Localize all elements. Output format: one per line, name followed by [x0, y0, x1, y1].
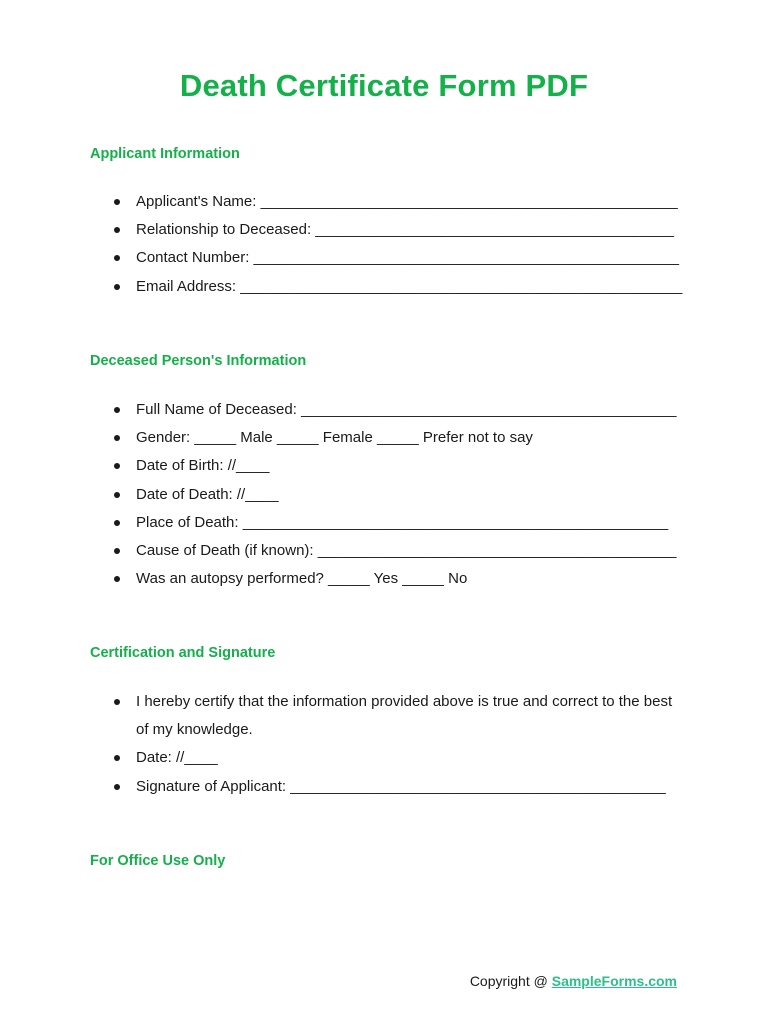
- footer-copyright: [470, 973, 677, 989]
- field-cause-of-death[interactable]: Cause of Death (if known): ___________________________________________: [112, 537, 682, 565]
- page-title: Death Certificate Form PDF: [179, 68, 589, 103]
- certification-statement: I hereby certify that the information provided above is true and correct to the best of my knowledge.: [112, 688, 682, 744]
- copyright-text: Copyright @: [469, 973, 552, 989]
- field-email-address[interactable]: Email Address: _____________________________________________________: [112, 273, 682, 301]
- field-place-of-death[interactable]: Place of Death: ___________________________________________________: [112, 509, 682, 537]
- section-heading-deceased: Deceased Person's Information: [90, 353, 307, 369]
- field-date-of-birth[interactable]: Date of Birth: //____: [112, 452, 682, 480]
- field-signature[interactable]: Signature of Applicant: _____________________________________________: [112, 773, 682, 801]
- field-contact-number[interactable]: Contact Number: ___________________________________________________: [112, 244, 682, 272]
- field-relationship[interactable]: Relationship to Deceased: ___________________________________________: [112, 216, 682, 244]
- brand-link[interactable]: SampleForms.com: [551, 973, 677, 989]
- field-gender[interactable]: Gender: _____ Male _____ Female _____ Prefer not to say: [112, 424, 682, 452]
- field-certification-date[interactable]: Date: //____: [112, 744, 682, 772]
- section-heading-office: For Office Use Only: [90, 853, 226, 869]
- field-date-of-death[interactable]: Date of Death: //____: [112, 481, 682, 509]
- certification-list: [112, 688, 682, 801]
- section-heading-certification: Certification and Signature: [90, 645, 276, 661]
- section-heading-applicant: Applicant Information: [90, 146, 240, 162]
- applicant-list: [112, 188, 682, 301]
- field-deceased-name[interactable]: Full Name of Deceased: _____________________________________________: [112, 396, 682, 424]
- field-applicant-name[interactable]: Applicant's Name: __________________________________________________: [112, 188, 682, 216]
- field-autopsy[interactable]: Was an autopsy performed? _____ Yes _____ No: [112, 565, 682, 593]
- deceased-list: [112, 396, 682, 593]
